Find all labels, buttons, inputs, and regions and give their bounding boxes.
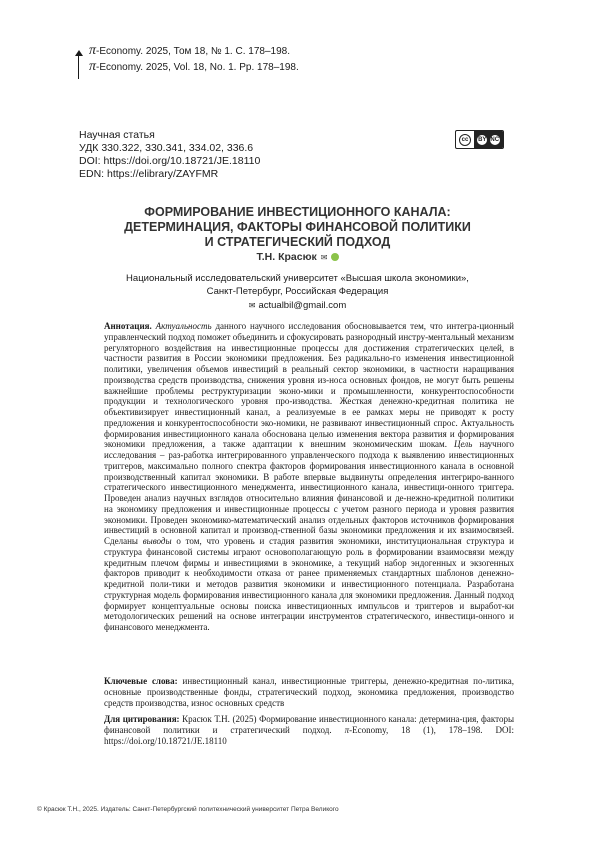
by-icon: BY — [478, 136, 487, 143]
cc-icon: cc — [459, 134, 471, 146]
journal-citation-en: π-Economy. 2025, Vol. 18, No. 1. Pp. 178–198. — [89, 59, 299, 74]
abstract-label: Аннотация. — [104, 321, 152, 331]
article-meta — [79, 129, 260, 181]
journal-header — [75, 44, 535, 74]
author-email[interactable]: ✉ actualbil@gmail.com — [248, 300, 347, 311]
header-divider — [78, 54, 79, 79]
cc-license-badge[interactable] — [455, 130, 504, 149]
envelope-icon: ✉ — [248, 301, 256, 310]
edn[interactable]: EDN: https://elibrary/ZAYFMR — [79, 168, 219, 180]
envelope-icon[interactable]: ✉ — [320, 253, 328, 262]
nc-icon: NC — [490, 136, 500, 143]
affiliation: Национальный исследовательский университет «Высшая школа экономики», Санкт-Петербург, Российская Федерация — [126, 273, 469, 297]
journal-citation-ru: π-Economy. 2025, Том 18, № 1. С. 178–198. — [89, 43, 290, 58]
abstract: Аннотация. Актуальность данного научного исследования обосновывается тем, что интегра-ционный управленческий подход поможет объединить и сфокусировать разнородный инстру-ментальный механизм регуляторного воздействия на инвестиционные процессы для достижения стратегических целей, в частности развития в России экономики предложения. Без радикально-го изменения инвестиционной политики, увеличения объемов инвестиций в реальный сектор экономики, в частности наращивания производства средств производства, снижения уровня из-носа основных фондов, не могут быть решены важнейшие проблемы реструктуризации эконо-мики и промышленности, конкурентоспособности продукции и технологического уровня про-изводства. Жесткая денежно-кредитная политика не объективизирует инвестиционный канал, а реализуемые в ее рамках меры не приводят к росту предложения и конкурентоспособности эко-номики, не развивают инвестиционный спрос. Актуальность формирования инвестиционного канала обоснована целью изменения вектора развития и формирования экономики предложения, а также адаптации к внешним экономическим шокам. Цель научного исследования – раз-работка интегрированного управленческого подхода к выявлению инвестиционных триггеров, максимально полного спектра факторов формирования инвестиционного канала в основной производственный капитал экономики. В работе впервые выдвинуты определения интегриро-ванного стратегического инвестиционного менеджмента, инвестиционного канала, инвестици-онного триггера. Проведен анализ научных взглядов относительно влияния финансовой и де-нежно-кредитной политики на экономику предложения и инвестиционные процессы с учетом разного периода и уровня развития экономики. Проведен экономико-математический анализ отдельных факторов источников формирования инвестиций в основной капитал и производ-ственной базы экономики предложения и их взаимосвязей. Сделаны выводы о том, что уровень и стадия развития экономики, институциональная структура и структура финансовой системы играют основополагающую роль в формировании взаимосвязи между кредитным плечом фирмы и инвестициями в экономике, а текущий набор эндогенных и экзогенных факторов приводит к необходимости отказа от ранее применяемых стандартных шаблонов денежно-кредитной поли-тики и методов развития экономики и инвестиционного потенциала. Разработана структурная модель формирования инвестиционного канала для экономики предложения. Данный подход формирует концептуальные основы поиска инвестиционных импульсов и триггеров и выработ-ки методологических решений на основе интеграции инструментов стратегического, инвестици-онного и финансового менеджмента. — [104, 321, 514, 632]
author — [0, 251, 595, 263]
author-name: Т.Н. Красюк — [256, 251, 317, 263]
udk: УДК 330.322, 330.341, 334.02, 336.6 — [79, 142, 254, 154]
article-title: ФОРМИРОВАНИЕ ИНВЕСТИЦИОННОГО КАНАЛА: ДЕТЕРМИНАЦИЯ, ФАКТОРЫ ФИНАНСОВОЙ ПОЛИТИКИ И СТРАТЕГИЧЕСКИЙ ПОДХОД — [124, 205, 471, 249]
citation: Для цитирования: Красюк Т.Н. (2025) Формирование инвестиционного канала: детермина-ция, факторы финансовой политики и стратегический подход. π-Economy, 18 (1), 178–198. DOI: https://doi.org/10.18721/JE.18110 — [104, 714, 514, 746]
keywords-label: Ключевые слова: — [104, 676, 178, 686]
citation-label: Для цитирования: — [104, 714, 180, 724]
keywords: Ключевые слова: инвестиционный канал, инвестиционные триггеры, денежно-кредитная по-литика, основные производственные фонды, стратегический подход, экономика предложения, производство средств производства, износ основных средств — [104, 676, 514, 708]
copyright-footer: © Красюк Т.Н., 2025. Издатель: Санкт-Петербургский политехнический университет Петра Великого — [37, 806, 339, 813]
doi[interactable]: DOI: https://doi.org/10.18721/JE.18110 — [79, 155, 261, 167]
article-type: Научная статья — [79, 129, 155, 141]
orcid-icon[interactable] — [331, 253, 339, 261]
